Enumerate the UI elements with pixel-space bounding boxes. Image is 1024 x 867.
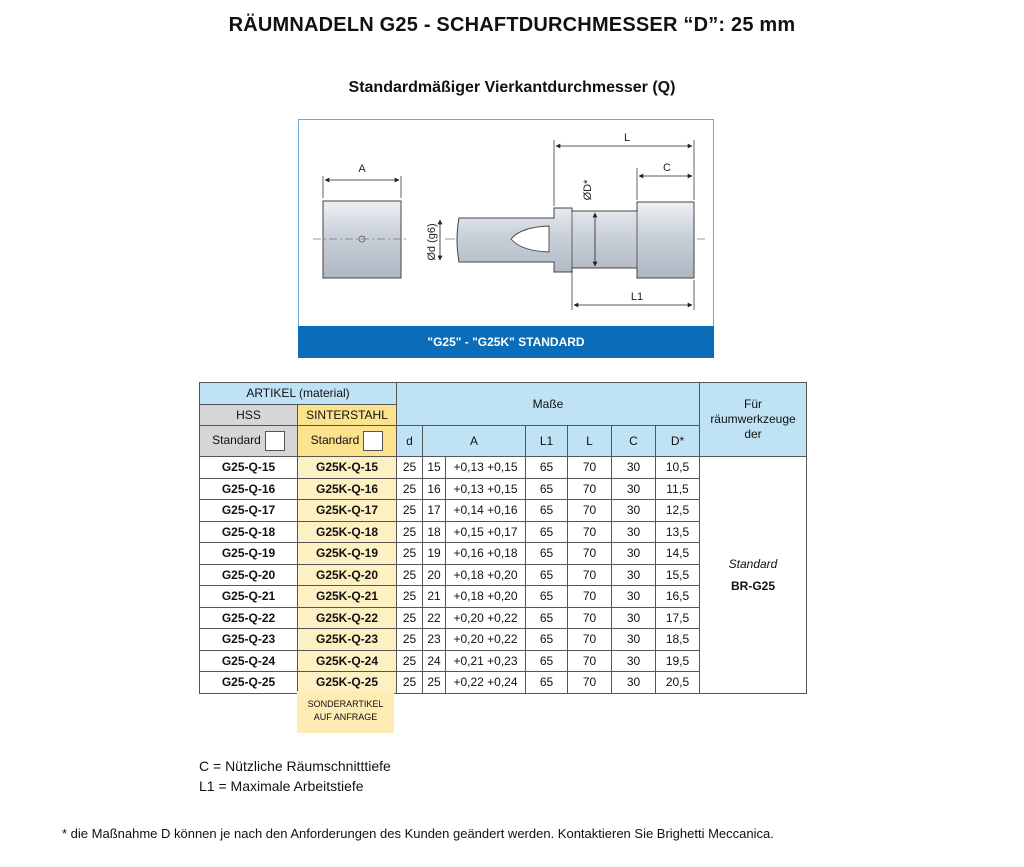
tolerance-cell: +0,13 +0,15 [446, 457, 526, 479]
hss-article-cell: G25-Q-17 [200, 500, 298, 522]
tolerance-cell: +0,22 +0,24 [446, 672, 526, 694]
sonderartikel-note [297, 691, 394, 733]
table-row [200, 457, 807, 479]
a-cell: 18 [423, 521, 446, 543]
c-cell: 30 [612, 500, 656, 522]
sinter-standard-label: Standard [310, 433, 360, 448]
l-cell: 70 [568, 672, 612, 694]
l-cell: 70 [568, 478, 612, 500]
hss-header: HSS [200, 404, 298, 426]
hss-standard-checkbox[interactable] [265, 431, 285, 451]
label-l1: L1 [630, 291, 644, 303]
d-cell: 25 [397, 543, 423, 565]
d-cell: 25 [397, 650, 423, 672]
col-d: d [397, 426, 423, 457]
l1-cell: 65 [526, 586, 568, 608]
hss-article-cell: G25-Q-20 [200, 564, 298, 586]
masse-header: Maße [397, 383, 700, 426]
d-cell: 25 [397, 586, 423, 608]
l1-cell: 65 [526, 607, 568, 629]
tool-code-label: BR-G25 [730, 578, 775, 593]
a-cell: 16 [423, 478, 446, 500]
dstar-cell: 20,5 [656, 672, 700, 694]
hss-article-cell: G25-Q-24 [200, 650, 298, 672]
hss-article-cell: G25-Q-23 [200, 629, 298, 651]
tolerance-cell: +0,20 +0,22 [446, 607, 526, 629]
col-dstar: D* [656, 426, 700, 457]
tolerance-cell: +0,14 +0,16 [446, 500, 526, 522]
tolerance-cell: +0,20 +0,22 [446, 629, 526, 651]
l1-cell: 65 [526, 564, 568, 586]
technical-drawing [298, 119, 714, 358]
legend-l1: L1 = Maximale Arbeitstiefe [199, 778, 364, 794]
label-d-g6: Ød (g6) [426, 223, 438, 261]
a-cell: 23 [423, 629, 446, 651]
l-cell: 70 [568, 521, 612, 543]
label-c: C [663, 162, 671, 174]
col-c: C [612, 426, 656, 457]
hss-article-cell: G25-Q-19 [200, 543, 298, 565]
c-cell: 30 [612, 543, 656, 565]
dstar-cell: 17,5 [656, 607, 700, 629]
l-cell: 70 [568, 543, 612, 565]
section-subtitle: Standardmäßiger Vierkantdurchmesser (Q) [348, 79, 676, 96]
col-l: L [568, 426, 612, 457]
tolerance-cell: +0,18 +0,20 [446, 564, 526, 586]
dstar-cell: 16,5 [656, 586, 700, 608]
l-cell: 70 [568, 457, 612, 479]
c-cell: 30 [612, 607, 656, 629]
d-cell: 25 [397, 500, 423, 522]
d-cell: 25 [397, 607, 423, 629]
tolerance-cell: +0,15 +0,17 [446, 521, 526, 543]
label-a: A [358, 163, 366, 175]
sinter-article-cell: G25K-Q-17 [298, 500, 397, 522]
dstar-cell: 12,5 [656, 500, 700, 522]
dstar-cell: 11,5 [656, 478, 700, 500]
c-cell: 30 [612, 672, 656, 694]
d-cell: 25 [397, 457, 423, 479]
drawing-caption: "G25" - "G25K" STANDARD [298, 326, 714, 358]
sonder-line-2: AUF ANFRAGE [313, 712, 378, 722]
l1-cell: 65 [526, 521, 568, 543]
a-cell: 21 [423, 586, 446, 608]
c-cell: 30 [612, 478, 656, 500]
sonder-line-1: SONDERARTIKEL [307, 699, 384, 709]
broach-drawing-svg [299, 120, 715, 359]
a-cell: 24 [423, 650, 446, 672]
hss-article-cell: G25-Q-18 [200, 521, 298, 543]
fuer-header: Für räumwerkzeuge der [700, 383, 807, 457]
hss-article-cell: G25-Q-16 [200, 478, 298, 500]
artikel-header: ARTIKEL (material) [200, 383, 397, 405]
dstar-cell: 15,5 [656, 564, 700, 586]
c-cell: 30 [612, 586, 656, 608]
dstar-cell: 10,5 [656, 457, 700, 479]
hss-article-cell: G25-Q-22 [200, 607, 298, 629]
sinter-article-cell: G25K-Q-21 [298, 586, 397, 608]
sinter-article-cell: G25K-Q-16 [298, 478, 397, 500]
sinter-standard-checkbox[interactable] [363, 431, 383, 451]
d-cell: 25 [397, 672, 423, 694]
spec-table [199, 382, 807, 694]
hss-article-cell: G25-Q-15 [200, 457, 298, 479]
sinter-article-cell: G25K-Q-19 [298, 543, 397, 565]
d-cell: 25 [397, 629, 423, 651]
tool-reference-cell [700, 457, 807, 694]
sinter-article-cell: G25K-Q-23 [298, 629, 397, 651]
c-cell: 30 [612, 457, 656, 479]
l1-cell: 65 [526, 672, 568, 694]
l1-cell: 65 [526, 478, 568, 500]
col-l1: L1 [526, 426, 568, 457]
c-cell: 30 [612, 650, 656, 672]
l-cell: 70 [568, 564, 612, 586]
square-end-view [323, 201, 401, 278]
dstar-cell: 19,5 [656, 650, 700, 672]
a-cell: 20 [423, 564, 446, 586]
label-d-star: ØD* [582, 179, 594, 201]
hss-article-cell: G25-Q-25 [200, 672, 298, 694]
label-l: L [623, 132, 631, 144]
l-cell: 70 [568, 650, 612, 672]
l-cell: 70 [568, 586, 612, 608]
d-cell: 25 [397, 521, 423, 543]
d-cell: 25 [397, 564, 423, 586]
l-cell: 70 [568, 629, 612, 651]
c-cell: 30 [612, 521, 656, 543]
sinter-article-cell: G25K-Q-25 [298, 672, 397, 694]
footnote: * die Maßnahme D können je nach den Anforderungen des Kunden geändert werden. Kontaktieren Sie Brighetti Meccanica. [62, 826, 774, 841]
l1-cell: 65 [526, 500, 568, 522]
tolerance-cell: +0,13 +0,15 [446, 478, 526, 500]
c-cell: 30 [612, 629, 656, 651]
a-cell: 15 [423, 457, 446, 479]
hss-article-cell: G25-Q-21 [200, 586, 298, 608]
sinter-article-cell: G25K-Q-18 [298, 521, 397, 543]
legend-c: C = Nützliche Räumschnitttiefe [199, 758, 391, 774]
hss-standard-cell [200, 426, 298, 457]
sinter-article-cell: G25K-Q-24 [298, 650, 397, 672]
col-a: A [423, 426, 526, 457]
dstar-cell: 14,5 [656, 543, 700, 565]
sinter-article-cell: G25K-Q-20 [298, 564, 397, 586]
d-cell: 25 [397, 478, 423, 500]
sinter-standard-cell [298, 426, 397, 457]
a-cell: 22 [423, 607, 446, 629]
sinter-header: SINTERSTAHL [298, 404, 397, 426]
l1-cell: 65 [526, 629, 568, 651]
sinter-article-cell: G25K-Q-22 [298, 607, 397, 629]
tool-standard-label: Standard [728, 556, 778, 571]
tolerance-cell: +0,18 +0,20 [446, 586, 526, 608]
tolerance-cell: +0,21 +0,23 [446, 650, 526, 672]
dstar-cell: 13,5 [656, 521, 700, 543]
sinter-article-cell: G25K-Q-15 [298, 457, 397, 479]
tolerance-cell: +0,16 +0,18 [446, 543, 526, 565]
l-cell: 70 [568, 500, 612, 522]
l-cell: 70 [568, 607, 612, 629]
a-cell: 19 [423, 543, 446, 565]
dstar-cell: 18,5 [656, 629, 700, 651]
page-title: RÄUMNADELN G25 - SCHAFTDURCHMESSER “D”: 25 mm [228, 14, 796, 36]
l1-cell: 65 [526, 457, 568, 479]
broach-body [457, 202, 694, 278]
l1-cell: 65 [526, 543, 568, 565]
l1-cell: 65 [526, 650, 568, 672]
a-cell: 25 [423, 672, 446, 694]
c-cell: 30 [612, 564, 656, 586]
hss-standard-label: Standard [212, 433, 261, 448]
a-cell: 17 [423, 500, 446, 522]
